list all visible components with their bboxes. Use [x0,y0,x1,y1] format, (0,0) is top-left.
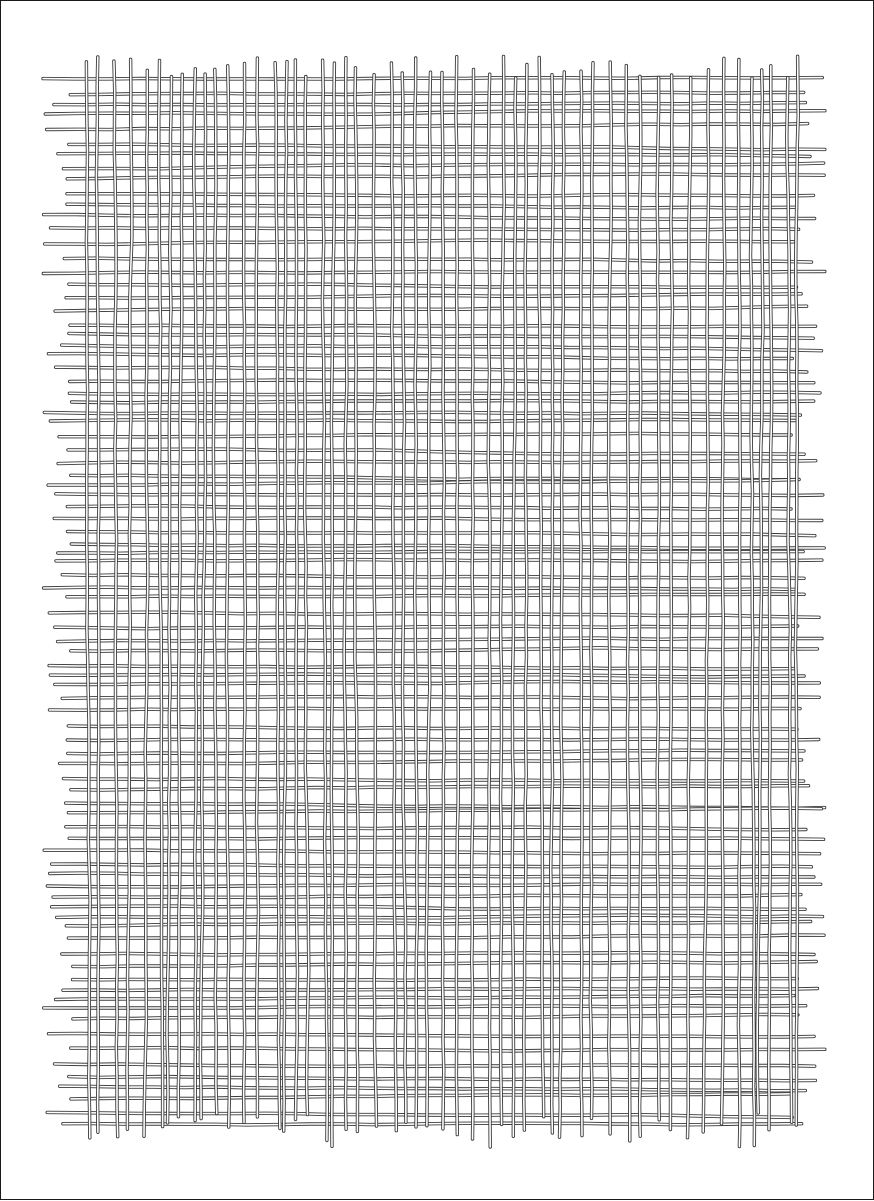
woven-grid-artwork [1,1,874,1201]
horizontal-strand-30-core [68,449,804,454]
